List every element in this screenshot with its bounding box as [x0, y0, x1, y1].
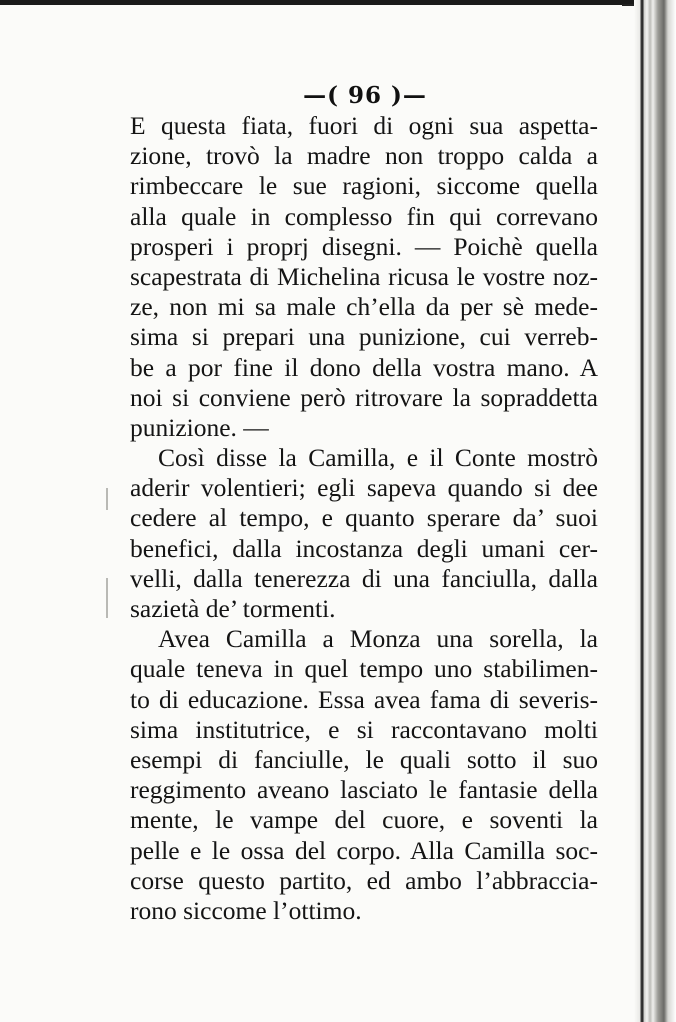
page-number: —( 96 )— — [303, 82, 427, 109]
text-line: E questa fiata, fuori di ogni sua aspetta- — [130, 111, 598, 140]
text-line: prosperi i proprj disegni. — Poichè quella — [130, 231, 598, 261]
text-line: velli, dalla tenerezza di una fanciulla, dalla — [130, 563, 598, 593]
text-line: rono siccome l’ottimo. — [130, 895, 362, 925]
text-line: rimbeccare le sue ragioni, siccome quella — [130, 171, 598, 201]
body-text — [130, 111, 598, 926]
text-line: aderir volentieri; egli sapeva quando si dee — [130, 473, 598, 503]
text-line: scapestrata di Michelina ricusa le vostre noz- — [130, 261, 598, 291]
text-line: to di educazione. Essa avea fama di severis- — [130, 684, 598, 714]
text-line: reggimento aveano lasciato le fantasie della — [130, 775, 598, 805]
text-line: zione, trovò la madre non troppo calda a — [130, 141, 598, 171]
margin-mark — [106, 578, 108, 618]
text-line: benefici, dalla incostanza degli umani cer- — [130, 533, 598, 563]
text-line: ze, non mi sa male ch’ella da per sè mede- — [130, 292, 598, 322]
text-line: be a por fine il dono della vostra mano. A — [130, 352, 598, 382]
text-line: noi si conviene però ritrovare la sopraddetta — [130, 382, 598, 412]
text-line: sima institutrice, e si raccontavano molti — [130, 714, 598, 744]
text-line: Avea Camilla a Monza una sorella, la — [158, 624, 598, 654]
text-line: punizione. — — [130, 412, 269, 442]
page-binding-edge — [634, 0, 676, 1022]
top-edge-rule — [0, 0, 640, 5]
margin-mark — [106, 488, 108, 510]
text-line: alla quale in complesso fin qui correvano — [130, 201, 598, 231]
text-line: sazietà de’ tormenti. — [130, 594, 336, 623]
text-line: Così disse la Camilla, e il Conte mostrò — [158, 443, 598, 473]
text-line: quale teneva in quel tempo uno stabilimen- — [130, 654, 598, 684]
text-line: sima si prepari una punizione, cui verreb- — [130, 322, 598, 352]
text-line: esempi di fanciulle, le quali sotto il suo — [130, 744, 598, 774]
text-line: pelle e le ossa del corpo. Alla Camilla soc- — [130, 835, 598, 865]
text-line: corse questo partito, ed ambo l’abbraccia- — [130, 865, 598, 895]
text-line: cedere al tempo, e quanto sperare da’ suoi — [130, 503, 598, 533]
text-line: mente, le vampe del cuore, e soventi la — [130, 805, 598, 835]
